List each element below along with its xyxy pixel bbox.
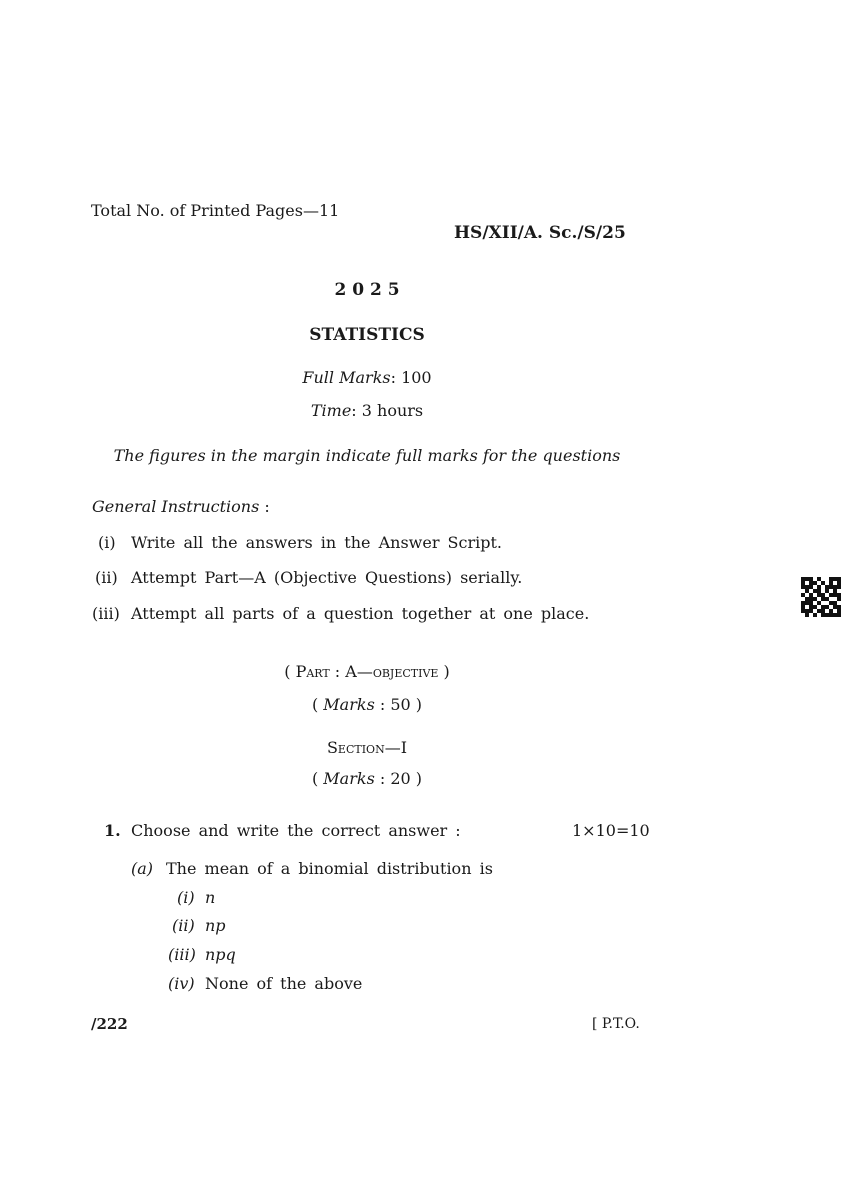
instruction-text: Attempt all parts of a question together at one place.: [131, 604, 590, 623]
question-marks: 1×10=10: [572, 821, 650, 840]
section-marks-label: Marks: [323, 769, 375, 788]
option-text: None of the above: [205, 974, 363, 993]
instruction-text: Attempt Part—A (Objective Questions) serially.: [131, 568, 523, 587]
instruction-num: (iii): [92, 604, 120, 623]
footer-code: /222: [91, 1015, 128, 1033]
time-label: Time: [310, 401, 352, 420]
qr-code: [801, 577, 841, 617]
question-number: 1.: [104, 821, 121, 840]
option-num: (iii): [168, 945, 196, 964]
instructions-heading: [92, 497, 270, 517]
full-marks-value: : 100: [390, 368, 432, 387]
option-num: (iv): [168, 974, 195, 993]
option-num: (ii): [172, 916, 195, 935]
time-value: : 3 hours: [351, 401, 424, 420]
time-allowed: [0, 400, 734, 422]
footer-pto: [ P.T.O.: [592, 1016, 640, 1032]
subquestion-text: The mean of a binomial distribution is: [166, 859, 493, 878]
instructions-heading-colon: :: [259, 497, 270, 516]
subquestion-label: (a): [131, 859, 154, 878]
instruction-text: Write all the answers in the Answer Script.: [131, 533, 502, 552]
instruction-num: (ii): [95, 568, 118, 587]
full-marks-label: Full Marks: [302, 368, 391, 387]
option-text: np: [205, 916, 226, 935]
full-marks: [0, 367, 734, 389]
printed-pages-count: Total No. of Printed Pages—11: [91, 201, 340, 220]
section-marks-open: (: [311, 769, 324, 788]
margin-note: The figures in the margin indicate full marks for the questions: [113, 446, 621, 465]
option-text: n: [205, 888, 216, 907]
option-text: npq: [205, 945, 236, 964]
section-marks-value: : 20 ): [374, 769, 423, 788]
option-num: (i): [177, 888, 195, 907]
part-marks-label: Marks: [323, 695, 375, 714]
part-marks: [0, 694, 734, 716]
part-title: ( Part : A—objective ): [284, 662, 450, 681]
section-marks: [0, 768, 734, 790]
question-text: Choose and write the correct answer :: [131, 821, 461, 840]
part-marks-value: : 50 ): [374, 695, 423, 714]
section-title: Section—I: [326, 738, 408, 757]
exam-year: 2 0 2 5: [334, 280, 400, 300]
part-marks-open: (: [311, 695, 324, 714]
instruction-num: (i): [98, 533, 116, 552]
paper-code: HS/XII/A. Sc./S/25: [454, 223, 626, 243]
subject-title: STATISTICS: [309, 325, 425, 345]
instructions-heading-text: General Instructions: [92, 497, 260, 516]
